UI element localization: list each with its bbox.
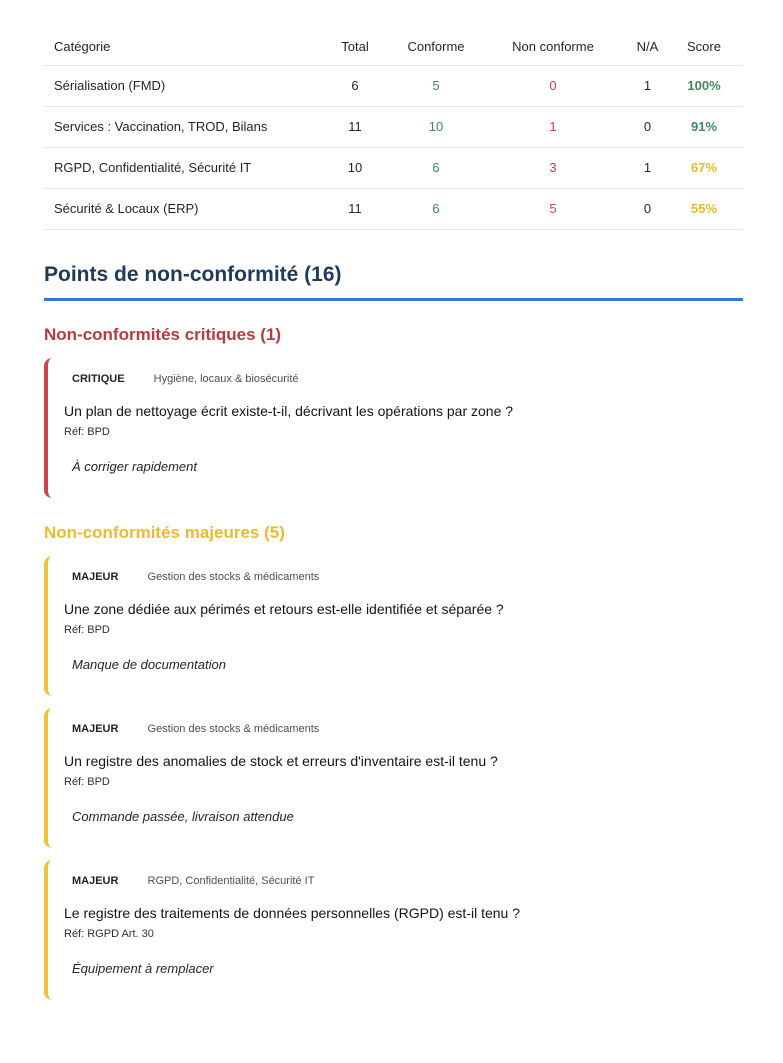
header-score: Score: [665, 28, 743, 65]
nonconformity-section-title: Points de non-conformité (16): [44, 263, 743, 301]
cell-total: 6: [314, 65, 396, 106]
card-meta: [64, 722, 743, 736]
severity-badge: CRITIQUE: [72, 372, 125, 385]
card-question: Un registre des anomalies de stock et erreurs d'inventaire est-il tenu ?: [64, 752, 498, 769]
card-meta: [64, 570, 743, 584]
cell-category: Sérialisation (FMD): [44, 65, 314, 106]
cell-score: 100%: [665, 65, 743, 106]
cell-na: 1: [630, 65, 665, 106]
cell-non-conforme: 1: [476, 106, 630, 147]
cell-category: Sécurité & Locaux (ERP): [44, 188, 314, 229]
severity-badge: MAJEUR: [72, 722, 119, 735]
cell-category: RGPD, Confidentialité, Sécurité IT: [44, 147, 314, 188]
table-row: [44, 147, 743, 188]
header-category: Catégorie: [44, 28, 314, 65]
card-category: RGPD, Confidentialité, Sécurité IT: [147, 874, 315, 887]
major-group-title: Non-conformités majeures (5): [44, 522, 285, 542]
cell-conforme: 6: [396, 147, 476, 188]
cell-score: 55%: [665, 188, 743, 229]
nonconformity-card: [44, 358, 743, 498]
nonconformity-card: [44, 860, 743, 1000]
header-total: Total: [314, 28, 396, 65]
header-conforme: Conforme: [396, 28, 476, 65]
card-question: Une zone dédiée aux périmés et retours est-elle identifiée et séparée ?: [64, 600, 504, 617]
severity-badge: MAJEUR: [72, 874, 119, 887]
header-non-conforme: Non conforme: [476, 28, 630, 65]
card-question: Le registre des traitements de données personnelles (RGPD) est-il tenu ?: [64, 904, 521, 921]
cell-non-conforme: 3: [476, 147, 630, 188]
severity-badge: MAJEUR: [72, 570, 119, 583]
card-category: Gestion des stocks & médicaments: [147, 722, 320, 735]
table-row: [44, 188, 743, 229]
cell-non-conforme: 5: [476, 188, 630, 229]
cell-score: 91%: [665, 106, 743, 147]
card-reference: Réf: BPD: [64, 425, 110, 438]
category-summary-table: [44, 28, 743, 230]
card-note: Commande passée, livraison attendue: [72, 808, 294, 824]
card-meta: [64, 372, 743, 386]
nonconformity-card: [44, 556, 743, 696]
table-row: [44, 106, 743, 147]
card-category: Hygiène, locaux & biosécurité: [153, 372, 299, 385]
table-row: [44, 65, 743, 106]
critical-group-title: Non-conformités critiques (1): [44, 324, 282, 344]
cell-non-conforme: 0: [476, 65, 630, 106]
cell-total: 11: [314, 106, 396, 147]
card-category: Gestion des stocks & médicaments: [147, 570, 320, 583]
cell-total: 10: [314, 147, 396, 188]
cell-category: Services : Vaccination, TROD, Bilans: [44, 106, 314, 147]
card-note: Manque de documentation: [72, 656, 226, 672]
card-note: Équipement à remplacer: [72, 960, 214, 976]
cell-na: 1: [630, 147, 665, 188]
cell-conforme: 6: [396, 188, 476, 229]
cell-na: 0: [630, 106, 665, 147]
cell-na: 0: [630, 188, 665, 229]
card-reference: Réf: BPD: [64, 623, 110, 636]
card-reference: Réf: BPD: [64, 775, 110, 788]
cell-conforme: 5: [396, 65, 476, 106]
nonconformity-card: [44, 708, 743, 848]
header-na: N/A: [630, 28, 665, 65]
cell-conforme: 10: [396, 106, 476, 147]
table-header-row: [44, 28, 743, 65]
card-reference: Réf: RGPD Art. 30: [64, 927, 154, 940]
card-note: À corriger rapidement: [72, 458, 197, 474]
cell-score: 67%: [665, 147, 743, 188]
card-meta: [64, 874, 743, 888]
cell-total: 11: [314, 188, 396, 229]
report-page: [44, 28, 743, 1000]
card-question: Un plan de nettoyage écrit existe-t-il, décrivant les opérations par zone ?: [64, 402, 514, 419]
